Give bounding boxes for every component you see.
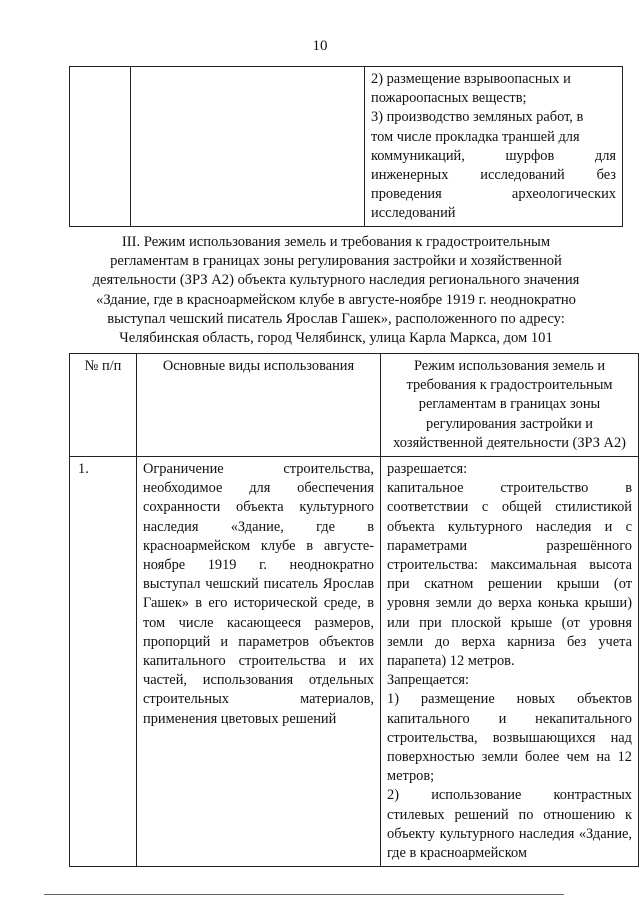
section-title-line: регламентам в границах зоны регулирования застройки и хозяйственной: [110, 253, 562, 270]
regime-line: 1) размещение новых объектов капитального и некапитального строительства, возвышающихся над поверхностью земли более чем на 12 метров;: [387, 691, 632, 785]
cell-line: 2) размещение взрывоопасных и: [371, 71, 571, 87]
header-uses: Основные виды использования: [137, 354, 381, 457]
cell-line: 3) производство земляных работ, в: [371, 109, 584, 126]
regime-line: Запрещается:: [387, 672, 470, 689]
continuation-table: [69, 66, 623, 227]
page-number: 10: [312, 38, 328, 54]
table-row: [70, 457, 639, 867]
table-cell-regime: [365, 67, 623, 227]
regime-line: 2) использование контрастных стилевых решений по отношению к объекту культурного наследия «Здание, где в красноармейском: [387, 787, 632, 862]
table-cell-number: [70, 67, 131, 227]
section-title-line: выступал чешский писатель Ярослав Гашек», расположенного по адресу:: [107, 310, 565, 327]
section-title: [70, 233, 602, 348]
regime-table: [69, 353, 639, 867]
header-regime: Режим использования земель и требования к градостроительным регламентам в границах зоны регулирования застройки и хозяйственной деятельности (ЗРЗ А2): [381, 354, 639, 457]
row-regime: [381, 457, 639, 867]
cell-line: исследований: [371, 205, 456, 222]
table-cell-uses: [131, 67, 365, 227]
cell-line: проведения археологических: [371, 186, 616, 203]
cell-line: инженерных исследований без: [371, 167, 616, 184]
section-title-line: деятельности (ЗРЗ А2) объекта культурного наследия регионального значения: [92, 272, 580, 289]
row-uses: Ограничение строительства, необходимое для обеспечения сохранности объекта культурного наследия «Здание, где в красноармейском клубе в августе-ноябре 1919 г. неоднократно выступал чешский писатель Ярослав Гашек» в его исторической среде, в том числе касающееся размеров, пропорций и параметров объектов капитального строительства и их частей, использования отдельных строительных материалов, применения цветовых решений: [137, 457, 381, 867]
header-number: № п/п: [70, 354, 137, 457]
regime-line: капитальное строительство в соответствии с общей стилистикой объекта культурного наследия и с параметрами разрешённого строительства: максимальная высота при скатном решении крыши (от уровня земли до верха конька крыши) или при плоской крыше (от уровня земли до верха карниза без учета парапета) 12 метров.: [387, 480, 632, 670]
section-title-line: «Здание, где в красноармейском клубе в августе-ноябре 1919 г. неоднократно: [96, 291, 576, 308]
row-number: 1.: [70, 457, 137, 867]
cell-line: коммуникаций, шурфов для: [371, 147, 616, 164]
bottom-divider: [44, 894, 564, 895]
cell-line: пожароопасных веществ;: [371, 90, 527, 107]
table-row: [70, 67, 623, 227]
table-header-row: [70, 354, 639, 457]
section-title-line: Челябинская область, город Челябинск, улица Карла Маркса, дом 101: [119, 330, 553, 347]
section-title-line: III. Режим использования земель и требования к градостроительным: [121, 234, 551, 250]
cell-line: том числе прокладка траншей для: [371, 128, 580, 145]
regime-line: разрешается:: [387, 461, 468, 478]
